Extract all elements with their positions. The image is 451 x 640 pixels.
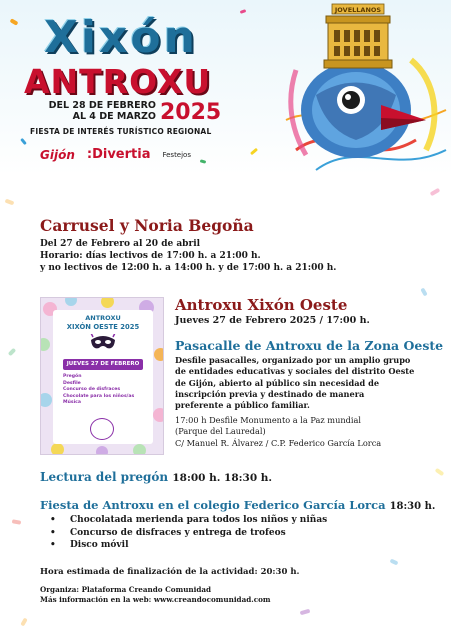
poster-seal-logo bbox=[90, 418, 114, 440]
carrusel-line: Del 27 de Febrero al 20 de abril bbox=[40, 239, 201, 249]
confetti bbox=[10, 18, 19, 25]
lectura-label: Lectura del pregón bbox=[40, 470, 169, 484]
colegio-time: 18:30 h. bbox=[389, 501, 436, 512]
carrusel-line: y no lectivos de 12:00 h. a 14:00 h. y de 17:00 h. a 21:00 h. bbox=[40, 263, 337, 273]
event-year: 2025 bbox=[160, 100, 222, 125]
oeste-title: Antroxu Xixón Oeste bbox=[175, 296, 348, 314]
carrusel-details bbox=[40, 238, 420, 274]
poster-title-1: ANTROXU bbox=[85, 314, 121, 322]
poster-activity-list bbox=[63, 374, 143, 407]
poster-list-item: Música bbox=[63, 400, 81, 405]
confetti bbox=[20, 618, 27, 627]
organizer-line: Organiza: Plataforma Creando Comunidad bbox=[40, 585, 212, 594]
oeste-date: Jueves 27 de Febrero 2025 / 17:00 h. bbox=[175, 315, 370, 326]
list-item: • Concurso de disfraces y entrega de trofeos bbox=[50, 527, 380, 540]
carrusel-title: Carrusel y Noria Begoña bbox=[40, 216, 254, 235]
colegio-label: Fiesta de Antroxu en el colegio Federico García Lorca bbox=[40, 498, 386, 512]
organizer-info bbox=[40, 585, 271, 604]
poster-list-item: Concurso de disfraces bbox=[63, 387, 121, 392]
poster-dot bbox=[154, 348, 164, 361]
poster-dot bbox=[101, 297, 114, 308]
confetti bbox=[240, 9, 247, 14]
website-line: Más información en la web: www.creandocomunidad.com bbox=[40, 594, 271, 604]
route-line: C/ Manuel R. Álvarez / C.P. Federico García Lorca bbox=[175, 437, 382, 448]
confetti bbox=[250, 148, 258, 155]
lectura-time: 18:00 h. 18:30 h. bbox=[172, 472, 273, 484]
poster-date-banner: JUEVES 27 DE FEBRERO bbox=[63, 359, 143, 370]
poster-dot bbox=[40, 338, 50, 351]
confetti bbox=[420, 288, 427, 297]
poster-dot bbox=[40, 393, 52, 407]
confetti bbox=[5, 199, 15, 206]
poster-dot bbox=[65, 297, 77, 306]
route-line: (Parque del Lauredal) bbox=[175, 426, 266, 437]
poster-dot bbox=[51, 443, 64, 455]
poster-list-item: Pregón bbox=[63, 374, 82, 379]
event-poster bbox=[40, 297, 164, 455]
event-dates bbox=[36, 100, 156, 122]
poster-title-2: XIXÓN OESTE 2025 bbox=[66, 323, 140, 331]
mascot-illustration bbox=[276, 0, 451, 175]
poster-dot bbox=[96, 446, 108, 455]
confetti bbox=[200, 159, 207, 163]
confetti bbox=[435, 468, 445, 476]
mascot-sign-text: JOVELLANOS bbox=[334, 6, 382, 14]
confetti bbox=[390, 558, 399, 565]
divertia-logo: :Divertia bbox=[86, 147, 151, 162]
pasacalle-title: Pasacalle de Antroxu de la Zona Oeste bbox=[175, 338, 444, 353]
end-time-note: Hora estimada de finalización de la actividad: 20:30 h. bbox=[40, 567, 300, 577]
festejos-label: Festejos bbox=[162, 150, 191, 159]
confetti bbox=[12, 519, 22, 525]
sponsor-logos bbox=[40, 147, 191, 162]
confetti bbox=[300, 609, 311, 615]
route-line: 17:00 h Desfile Monumento a la Paz mundial bbox=[175, 415, 361, 425]
carrusel-line: Horario: días lectivos de 17:00 h. a 21:00 h. bbox=[40, 251, 261, 261]
pasacalle-route bbox=[175, 415, 415, 449]
poster-dot bbox=[133, 444, 146, 455]
dates-line-1: DEL 28 DE FEBRERO bbox=[48, 100, 156, 111]
poster-list-item: Desfile bbox=[63, 380, 81, 386]
gijon-logo: Gijón bbox=[40, 147, 75, 162]
poster-dot bbox=[153, 408, 164, 422]
list-item: • Chocolatada merienda para todos los niños y niñas bbox=[50, 514, 380, 527]
header-banner bbox=[0, 0, 451, 175]
poster-list-item: Chocolate para los niños/as bbox=[63, 393, 135, 399]
confetti bbox=[430, 188, 441, 196]
title-event: ANTROXU bbox=[24, 62, 212, 101]
title-city: Xixón bbox=[44, 12, 198, 63]
lectura-pregon bbox=[40, 470, 272, 484]
list-item: • Disco móvil bbox=[50, 539, 380, 552]
dates-line-2: AL 4 DE MARZO bbox=[72, 111, 156, 122]
confetti bbox=[20, 138, 27, 145]
colegio-activities bbox=[50, 514, 380, 552]
poster-content bbox=[53, 310, 153, 444]
colegio-fiesta bbox=[40, 498, 435, 512]
fiesta-label: FIESTA DE INTERÉS TURÍSTICO REGIONAL bbox=[30, 127, 212, 136]
confetti bbox=[8, 348, 16, 356]
pasacalle-description: Desfile pasacalles, organizado por un amplio grupo de entidades educativas y sociales del distrito Oeste de Gijón, abierto al público sin necesidad de inscripción previa y destinado de manera preferente a público familiar. bbox=[175, 355, 415, 411]
carnival-mask-icon bbox=[90, 334, 116, 354]
